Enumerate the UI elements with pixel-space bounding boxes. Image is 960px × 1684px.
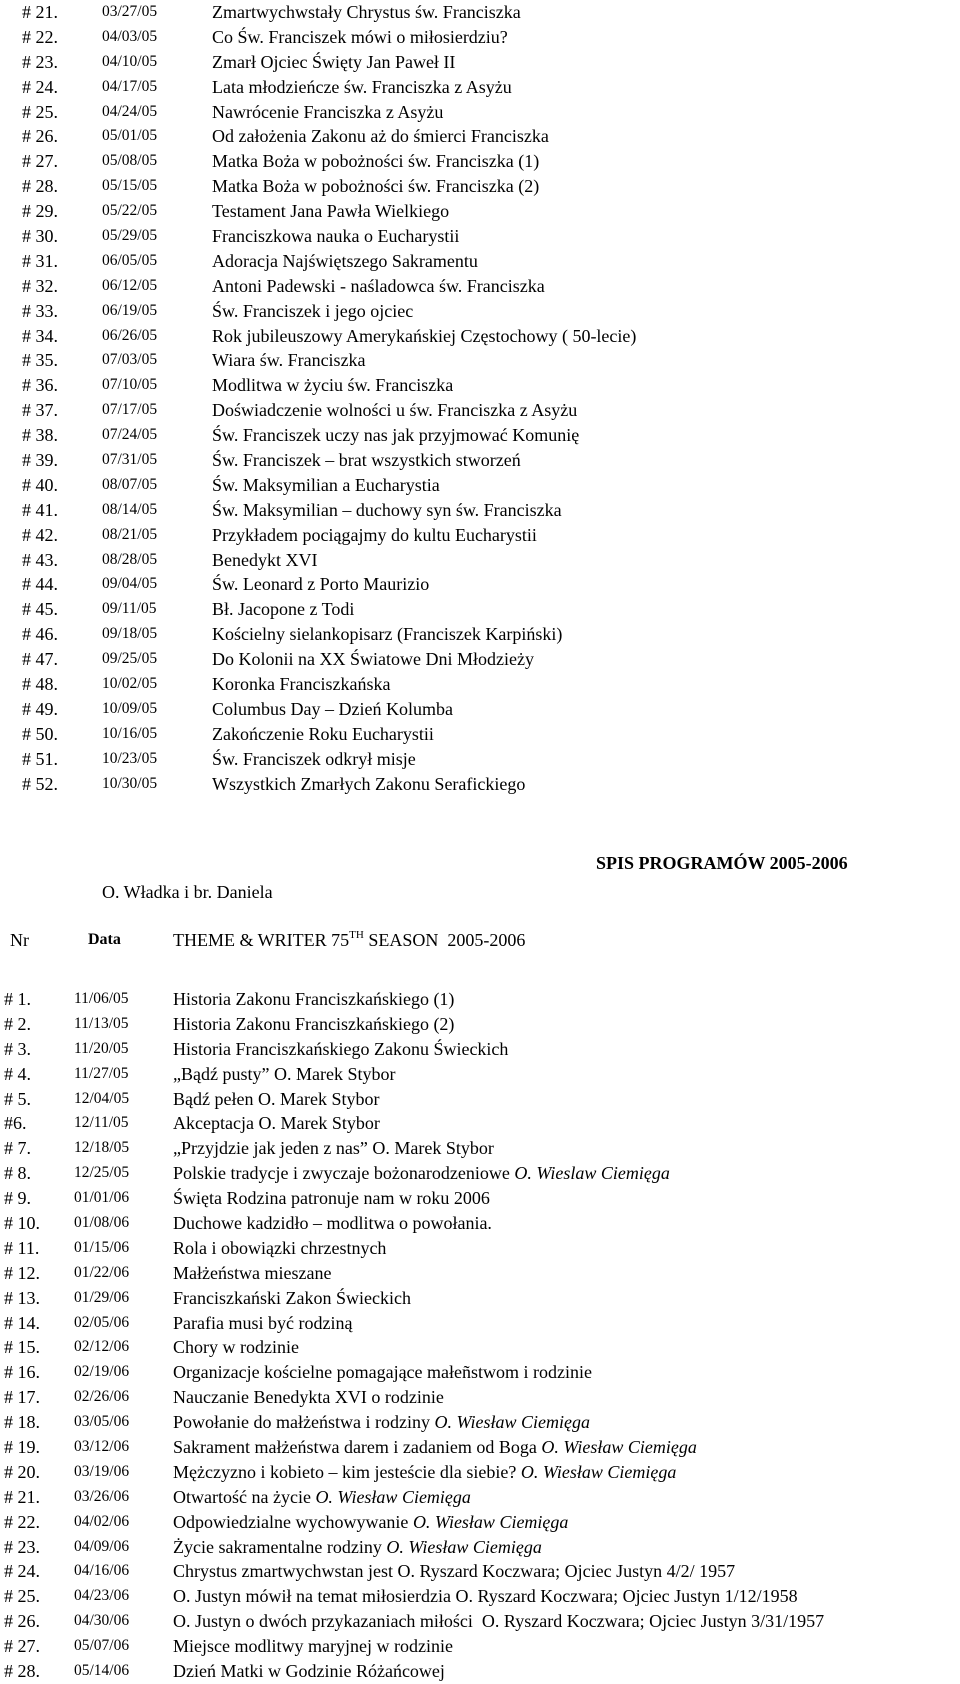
item-number: # 27. [22,151,58,172]
item-title [212,747,416,772]
item-title [212,647,534,672]
item-number: # 27. [4,1636,40,1657]
item-date: 04/30/06 [74,1612,130,1630]
item-title [173,1335,299,1360]
item-title-text: Otwartość na życie [173,1486,316,1507]
item-title [212,448,521,473]
item-title-text: Małżeństwa mieszane [173,1262,332,1283]
item-number: # 34. [22,325,58,346]
item-title-text: Modlitwa w życiu św. Franciszka [212,375,454,396]
item-date: 02/19/06 [74,1363,130,1381]
item-title-text: Sakrament małżeństwa darem i zadaniem od Boga [173,1437,542,1458]
item-title [212,100,443,125]
item-date: 04/10/05 [102,52,158,70]
item-title-text: Do Kolonii na XX Światowe Dni Młodzieży [212,649,534,670]
item-number: # 20. [4,1461,40,1482]
item-number: # 13. [4,1287,40,1308]
item-number: # 48. [22,674,58,695]
item-number: # 38. [22,425,58,446]
item-number: # 30. [22,226,58,247]
item-date: 10/16/05 [102,724,158,742]
item-title [212,50,455,75]
item-number: # 28. [4,1661,40,1682]
item-date: 07/10/05 [102,376,158,394]
item-title-text: Duchowe kadzidło – modlitwa o powołania. [173,1213,492,1234]
item-title-text: O. Justyn o dwóch przykazaniach miłości O. Ryszard Koczwara; Ojciec Justyn 3/31/1957 [173,1611,825,1632]
item-date: 01/08/06 [74,1214,130,1232]
item-number: # 3. [4,1038,31,1059]
item-date: 01/22/06 [74,1263,130,1281]
item-author: O. Wiesław Ciemięga [541,1437,697,1458]
item-title-text: Antoni Padewski - naśladowca św. Franciszka [212,275,545,296]
item-date: 09/11/05 [102,600,157,618]
item-date: 10/30/05 [102,774,158,792]
item-title [173,1111,380,1136]
item-number: # 39. [22,450,58,471]
item-date: 07/31/05 [102,451,158,469]
item-title [212,174,539,199]
item-date: 04/02/06 [74,1512,130,1530]
header-theme [173,926,525,954]
item-title-text: Lata młodzieńcze św. Franciszka z Asyżu [212,76,512,97]
item-title [212,772,525,797]
item-title [173,1460,676,1485]
item-title-text: Mężczyzno i kobieto – kim jesteście dla siebie? [173,1461,521,1482]
item-title [173,987,454,1012]
item-title-text: Benedykt XVI [212,549,318,570]
item-title-text: Parafia musi być rodziną [173,1312,353,1333]
item-date: 08/21/05 [102,525,158,543]
item-date: 08/07/05 [102,475,158,493]
item-title-text: Zakończenie Roku Eucharystii [212,723,434,744]
item-title-text: Odpowiedzialne wychowywanie [173,1511,413,1532]
item-number: # 17. [4,1387,40,1408]
item-number: # 43. [22,549,58,570]
item-date: 04/23/06 [74,1587,130,1605]
item-number: # 47. [22,649,58,670]
item-title-text: Testament Jana Pawła Wielkiego [212,201,450,222]
item-number: # 52. [22,773,58,794]
item-date: 09/18/05 [102,625,158,643]
item-title-text: Przykładem pociągajmy do kultu Eucharystii [212,524,537,545]
item-date: 02/12/06 [74,1338,130,1356]
item-title [212,697,453,722]
item-title [173,1161,670,1186]
item-number: # 24. [22,76,58,97]
item-author: O. Wiesław Ciemięga [520,1461,677,1482]
item-title-text: Organizacje kościelne pomagające małeñstwom i rodzinie [173,1362,593,1383]
item-title-text: Matka Boża w pobożności św. Franciszka (2) [212,176,540,197]
item-title [173,1659,445,1684]
item-number: # 25. [4,1586,40,1607]
item-title [173,1186,490,1211]
item-date: 01/15/06 [74,1238,130,1256]
item-date: 12/04/05 [74,1089,130,1107]
item-date: 05/15/05 [102,177,158,195]
header-theme-text: THEME & WRITER 75 [173,930,350,950]
item-title [173,1510,568,1535]
item-number: # 29. [22,201,58,222]
item-title [212,373,453,398]
item-date: 05/07/06 [74,1637,130,1655]
item-number: # 40. [22,474,58,495]
item-number: # 11. [4,1237,40,1258]
item-date: 05/01/05 [102,127,158,145]
item-title-text: Nauczanie Benedykta XVI o rodzinie [173,1387,444,1408]
item-number: # 28. [22,176,58,197]
item-title [173,1559,735,1584]
item-date: 10/02/05 [102,675,158,693]
item-date: 01/29/06 [74,1288,130,1306]
item-number: # 12. [4,1262,40,1283]
item-title [212,0,521,25]
item-number: # 16. [4,1362,40,1383]
item-title-text: Rok jubileuszowy Amerykańskiej Częstochowy ( 50-lecie) [212,325,637,346]
item-number: # 32. [22,275,58,296]
item-number: # 9. [4,1188,31,1209]
item-title-text: Św. Leonard z Porto Maurizio [212,574,430,595]
item-title-text: Adoracja Najświętszego Sakramentu [212,250,478,271]
item-number: # 41. [22,499,58,520]
item-number: # 42. [22,524,58,545]
item-title-text: Koronka Franciszkańska [212,674,391,695]
item-date: 10/23/05 [102,749,158,767]
item-number: # 35. [22,350,58,371]
item-title [212,597,354,622]
item-title-text: Chory w rodzinie [173,1337,299,1358]
item-number: # 22. [22,26,58,47]
item-title-text: O. Justyn mówił na temat miłosierdzia O. Ryszard Koczwara; Ojciec Justyn 1/12/1958 [173,1586,798,1607]
item-date: 04/03/05 [102,27,158,45]
item-number: # 10. [4,1213,40,1234]
item-title [173,1385,444,1410]
item-title [212,348,366,373]
item-date: 10/09/05 [102,699,158,717]
item-title-text: Kościelny sielankopisarz (Franciszek Karpiński) [212,624,563,645]
item-date: 05/08/05 [102,152,158,170]
item-title [173,1311,352,1336]
item-title-text: Bł. Jacopone z Todi [212,599,355,620]
item-title-text: Wiara św. Franciszka [212,350,366,371]
item-number: # 26. [22,126,58,147]
item-number: # 21. [4,1486,40,1507]
item-date: 08/28/05 [102,550,158,568]
item-number: # 22. [4,1511,40,1532]
item-title [173,1435,697,1460]
item-date: 03/05/06 [74,1413,130,1431]
item-title [173,1012,454,1037]
item-title-text: Św. Maksymilian a Eucharystia [212,474,440,495]
item-number: # 31. [22,250,58,271]
item-number: # 46. [22,624,58,645]
item-number: # 5. [4,1088,31,1109]
item-title-text: Columbus Day – Dzień Kolumba [212,698,453,719]
item-title [173,1062,395,1087]
item-title-text: Wszystkich Zmarłych Zakonu Serafickiego [212,773,526,794]
item-number: # 4. [4,1063,31,1084]
item-date: 12/11/05 [74,1114,129,1132]
item-title [212,249,478,274]
header-theme-sup: TH [349,929,364,941]
item-title [212,572,429,597]
item-author: O. Wiesław Ciemięga [315,1486,471,1507]
item-title-text: Powołanie do małżeństwa i rodziny [173,1412,435,1433]
item-number: #6. [4,1113,27,1134]
item-date: 07/24/05 [102,426,158,444]
item-title-text: „Przyjdzie jak jeden z nas” O. Marek Stybor [173,1138,494,1159]
item-title [173,1609,824,1634]
item-date: 02/05/06 [74,1313,130,1331]
item-title [173,1410,590,1435]
item-title [212,498,562,523]
item-title [173,1634,453,1659]
header-nr: Nr [10,930,29,950]
item-date: 04/09/06 [74,1537,130,1555]
item-title [212,672,390,697]
item-title-text: Chrystus zmartwychwstan jest O. Ryszard Koczwara; Ojciec Justyn 4/2/ 1957 [173,1561,736,1582]
item-title [173,1485,471,1510]
item-number: # 8. [4,1163,31,1184]
item-date: 12/18/05 [74,1139,130,1157]
item-number: # 44. [22,574,58,595]
item-title-text: Franciszkowa nauka o Eucharystii [212,226,460,247]
item-number: # 33. [22,300,58,321]
item-title-text: Św. Franciszek – brat wszystkich stworzeń [212,450,521,471]
item-date: 05/29/05 [102,227,158,245]
item-number: # 1. [4,989,31,1009]
item-title [173,1286,411,1311]
item-number: # 26. [4,1611,40,1632]
item-title [212,548,317,573]
item-date: 04/24/05 [102,102,158,120]
item-title [173,1261,331,1286]
item-title-text: Od założenia Zakonu aż do śmierci Franciszka [212,126,549,147]
item-date: 03/12/06 [74,1438,130,1456]
item-number: # 23. [22,51,58,72]
table-header [4,926,944,954]
item-date: 07/17/05 [102,401,158,419]
item-title [212,124,549,149]
item-title [212,722,434,747]
item-title [173,1236,386,1261]
item-date: 09/25/05 [102,650,158,668]
item-date: 05/14/06 [74,1662,130,1680]
document-heading: SPIS PROGRAMÓW 2005-2006 [596,853,848,873]
item-number: # 14. [4,1312,40,1333]
item-title [212,149,539,174]
item-title [212,75,512,100]
item-title-text: Nawrócenie Franciszka z Asyżu [212,101,444,122]
item-title-text: Matka Boża w pobożności św. Franciszka (1) [212,151,540,172]
item-number: # 18. [4,1412,40,1433]
item-title-text: Co Św. Franciszek mówi o miłosierdziu? [212,26,508,47]
item-date: 06/19/05 [102,301,158,319]
item-title [173,1584,798,1609]
item-date: 11/13/05 [74,1014,129,1032]
item-title-text: Akceptacja O. Marek Stybor [173,1113,380,1134]
item-title [212,25,508,50]
item-number: # 45. [22,599,58,620]
item-title [173,1087,379,1112]
item-author: O. Wiesław Ciemięga [412,1511,569,1532]
item-date: 11/27/05 [74,1064,129,1082]
item-title-text: Święta Rodzina patronuje nam w roku 2006 [173,1188,490,1209]
item-date: 06/12/05 [102,276,158,294]
item-number: # 49. [22,698,58,719]
item-title-text: „Bądź pusty” O. Marek Stybor [173,1063,396,1084]
item-date: 06/05/05 [102,251,158,269]
item-title-text: Polskie tradycje i zwyczaje bożonarodzeniowe [173,1163,515,1184]
item-title [212,622,562,647]
item-number: # 36. [22,375,58,396]
item-title-text: Św. Franciszek odkrył misje [212,748,416,769]
item-date: 07/03/05 [102,351,158,369]
item-date: 08/14/05 [102,500,158,518]
item-title [212,324,636,349]
item-title-text: Historia Zakonu Franciszkańskiego (2) [173,1013,455,1034]
item-date: 11/20/05 [74,1039,129,1057]
item-title-text: Miejsce modlitwy maryjnej w rodzinie [173,1636,453,1657]
item-title-text: Historia Franciszkańskiego Zakonu Świeckich [173,1038,509,1059]
authors-line: O. Władka i br. Daniela [102,882,273,902]
item-title-text: Św. Maksymilian – duchowy syn św. Franciszka [212,499,562,520]
item-title [212,398,577,423]
item-title-text: Bądź pełen O. Marek Stybor [173,1088,380,1109]
item-date: 11/06/05 [74,990,129,1007]
item-title-text: Zmarł Ojciec Święty Jan Paweł II [212,51,456,72]
item-title-text: Św. Franciszek uczy nas jak przyjmować Komunię [212,425,580,446]
item-number: # 24. [4,1561,40,1582]
item-date: 05/22/05 [102,202,158,220]
item-number: # 25. [22,101,58,122]
item-date: 03/26/06 [74,1487,130,1505]
item-title [212,523,537,548]
item-title [173,1360,592,1385]
item-title [212,274,545,299]
item-number: # 19. [4,1437,40,1458]
item-author: O. Wieslaw Ciemięga [514,1163,670,1184]
item-title-text: Zmartwychwstały Chrystus św. Franciszka [212,2,521,22]
item-date: 03/19/06 [74,1462,130,1480]
item-number: # 51. [22,748,58,769]
item-number: # 37. [22,400,58,421]
item-number: # 2. [4,1013,31,1034]
item-title [212,423,579,448]
item-date: 02/26/06 [74,1388,130,1406]
item-title-text: Życie sakramentalne rodziny [173,1536,387,1557]
item-title [173,1535,542,1560]
item-date: 01/01/06 [74,1189,130,1207]
item-title [173,1211,492,1236]
item-number: # 15. [4,1337,40,1358]
item-title [212,299,413,324]
item-date: 09/04/05 [102,575,158,593]
item-date: 06/26/05 [102,326,158,344]
item-title-text: Historia Zakonu Franciszkańskiego (1) [173,989,455,1009]
item-title-text: Dzień Matki w Godzinie Różańcowej [173,1661,445,1682]
item-title-text: Franciszkański Zakon Świeckich [173,1287,411,1308]
item-number: # 23. [4,1536,40,1557]
item-date: 03/27/05 [102,3,158,20]
item-number: # 50. [22,723,58,744]
item-date: 12/25/05 [74,1164,130,1182]
item-title [212,473,440,498]
item-date: 04/16/06 [74,1562,130,1580]
header-season: SEASON 2005-2006 [363,930,526,950]
item-number: # 7. [4,1138,31,1159]
item-title-text: Św. Franciszek i jego ojciec [212,300,414,321]
item-date: 04/17/05 [102,77,158,95]
item-title [212,199,449,224]
item-title-text: Rola i obowiązki chrzestnych [173,1237,387,1258]
item-title [173,1037,508,1062]
item-author: O. Wiesław Ciemięga [434,1412,590,1433]
item-title [212,224,459,249]
item-title-text: Doświadczenie wolności u św. Franciszka z Asyżu [212,400,578,421]
header-data: Data [88,931,121,948]
item-title [173,1136,494,1161]
item-number: # 21. [22,2,58,22]
item-author: O. Wiesław Ciemięga [386,1536,542,1557]
